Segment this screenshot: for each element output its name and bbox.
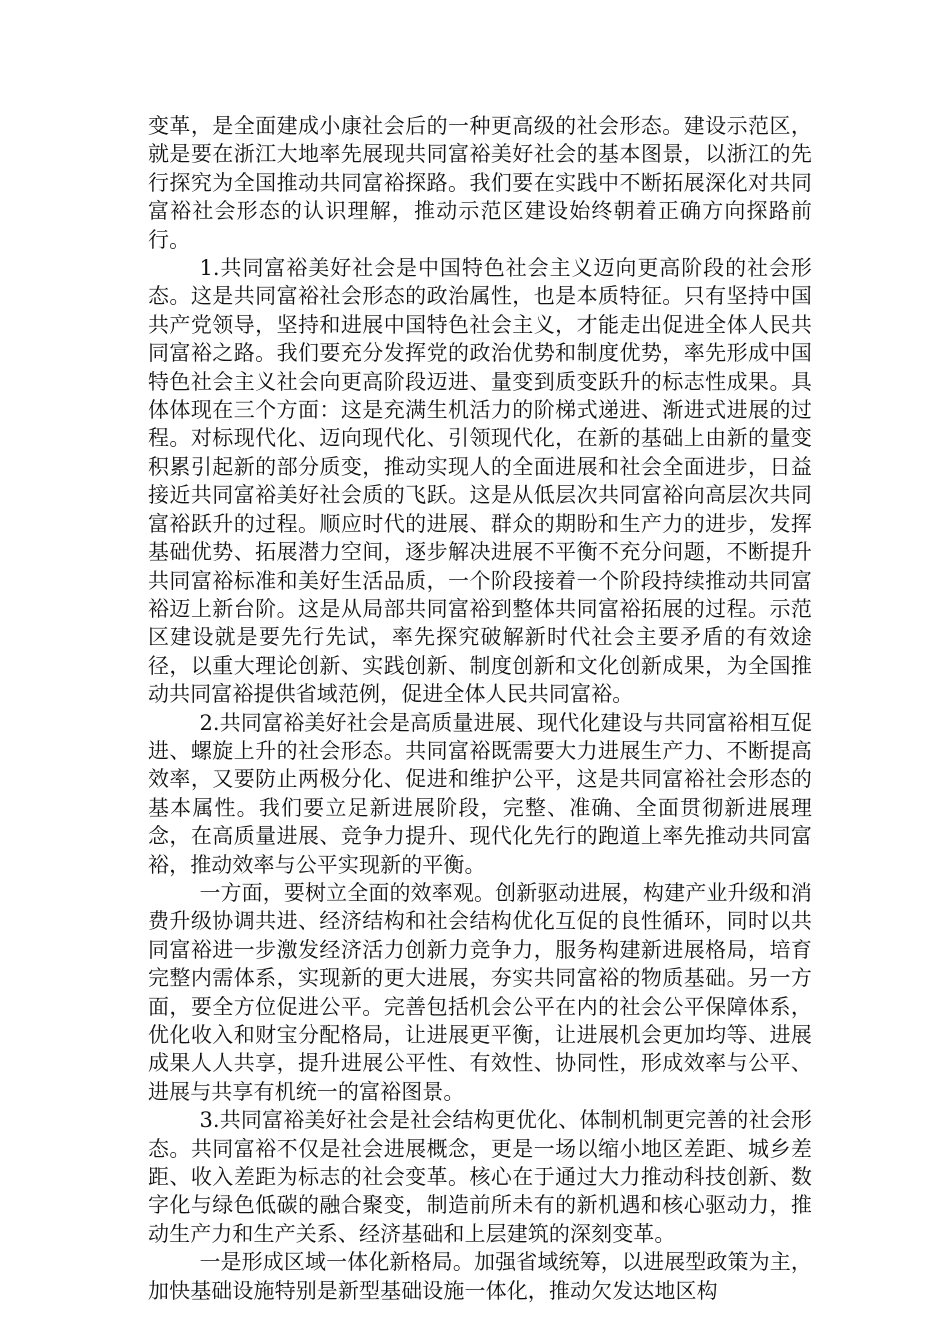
- document-body: [148, 112, 812, 1305]
- paragraph-efficiency-fairness: 一方面，要树立全面的效率观。创新驱动进展，构建产业升级和消费升级协调共进、经济结构和社会结构优化互促的良性循环，同时以共同富裕进一步激发经济活力创新力竞争力，服务构建新进展格局，培育完整内需体系，实现新的更大进展，夯实共同富裕的物质基础。另一方面，要全方位促进公平。完善包括机会公平在内的社会公平保障体系，优化收入和财宝分配格局，让进展更平衡，让进展机会更加均等、进展成果人人共享，提升进展公平性、有效性、协同性，形成效率与公平、进展与共享有机统一的富裕图景。: [148, 880, 812, 1104]
- paragraph-section-3: 3.共同富裕美好社会是社会结构更优化、体制机制更完善的社会形态。共同富裕不仅是社会进展概念，更是一场以缩小地区差距、城乡差距、收入差距为标志的社会变革。核心在于通过大力推动科技创新、数字化与绿色低碳的融合聚变，制造前所未有的新机遇和核心驱动力，推动生产力和生产关系、经济基础和上层建筑的深刻变革。: [148, 1108, 812, 1246]
- paragraph-regional-integration: 一是形成区域一体化新格局。加强省域统筹，以进展型政策为主，加快基础设施特别是新型基础设施一体化，推动欠发达地区构: [148, 1250, 812, 1303]
- paragraph-section-2: 2.共同富裕美好社会是高质量进展、现代化建设与共同富裕相互促进、螺旋上升的社会形态。共同富裕既需要大力进展生产力、不断提高效率，又要防止两极分化、促进和维护公平，这是共同富裕社会形态的基本属性。我们要立足新进展阶段，完整、准确、全面贯彻新进展理念，在高质量进展、竞争力提升、现代化先行的跑道上率先推动共同富裕，推动效率与公平实现新的平衡。: [148, 710, 812, 877]
- paragraph-section-1: 1.共同富裕美好社会是中国特色社会主义迈向更高阶段的社会形态。这是共同富裕社会形态的政治属性，也是本质特征。只有坚持中国共产党领导，坚持和进展中国特色社会主义，才能走出促进全体人民共同富裕之路。我们要充分发挥党的政治优势和制度优势，率先形成中国特色社会主义社会向更高阶段迈进、量变到质变跃升的标志性成果。具体体现在三个方面：这是充满生机活力的阶梯式递进、渐进式进展的过程。对标现代化、迈向现代化、引领现代化，在新的基础上由新的量变积累引起新的部分质变，推动实现人的全面进展和社会全面进步，日益接近共同富裕美好社会质的飞跃。这是从低层次共同富裕向高层次共同富裕跃升的过程。顺应时代的进展、群众的期盼和生产力的进步，发挥基础优势、拓展潜力空间，逐步解决进展不平衡不充分问题，不断提升共同富裕标准和美好生活品质，一个阶段接着一个阶段持续推动共同富裕迈上新台阶。这是从局部共同富裕到整体共同富裕拓展的过程。示范区建设就是要先行先试，率先探究破解新时代社会主要矛盾的有效途径，以重大理论创新、实践创新、制度创新和文化创新成果，为全国推动共同富裕提供省域范例，促进全体人民共同富裕。: [148, 256, 812, 707]
- paragraph-intro: 变革，是全面建成小康社会后的一种更高级的社会形态。建设示范区，就是要在浙江大地率先展现共同富裕美好社会的基本图景，以浙江的先行探究为全国推动共同富裕探路。我们要在实践中不断拓展深化对共同富裕社会形态的认识理解，推动示范区建设始终朝着正确方向探路前行。: [148, 114, 812, 252]
